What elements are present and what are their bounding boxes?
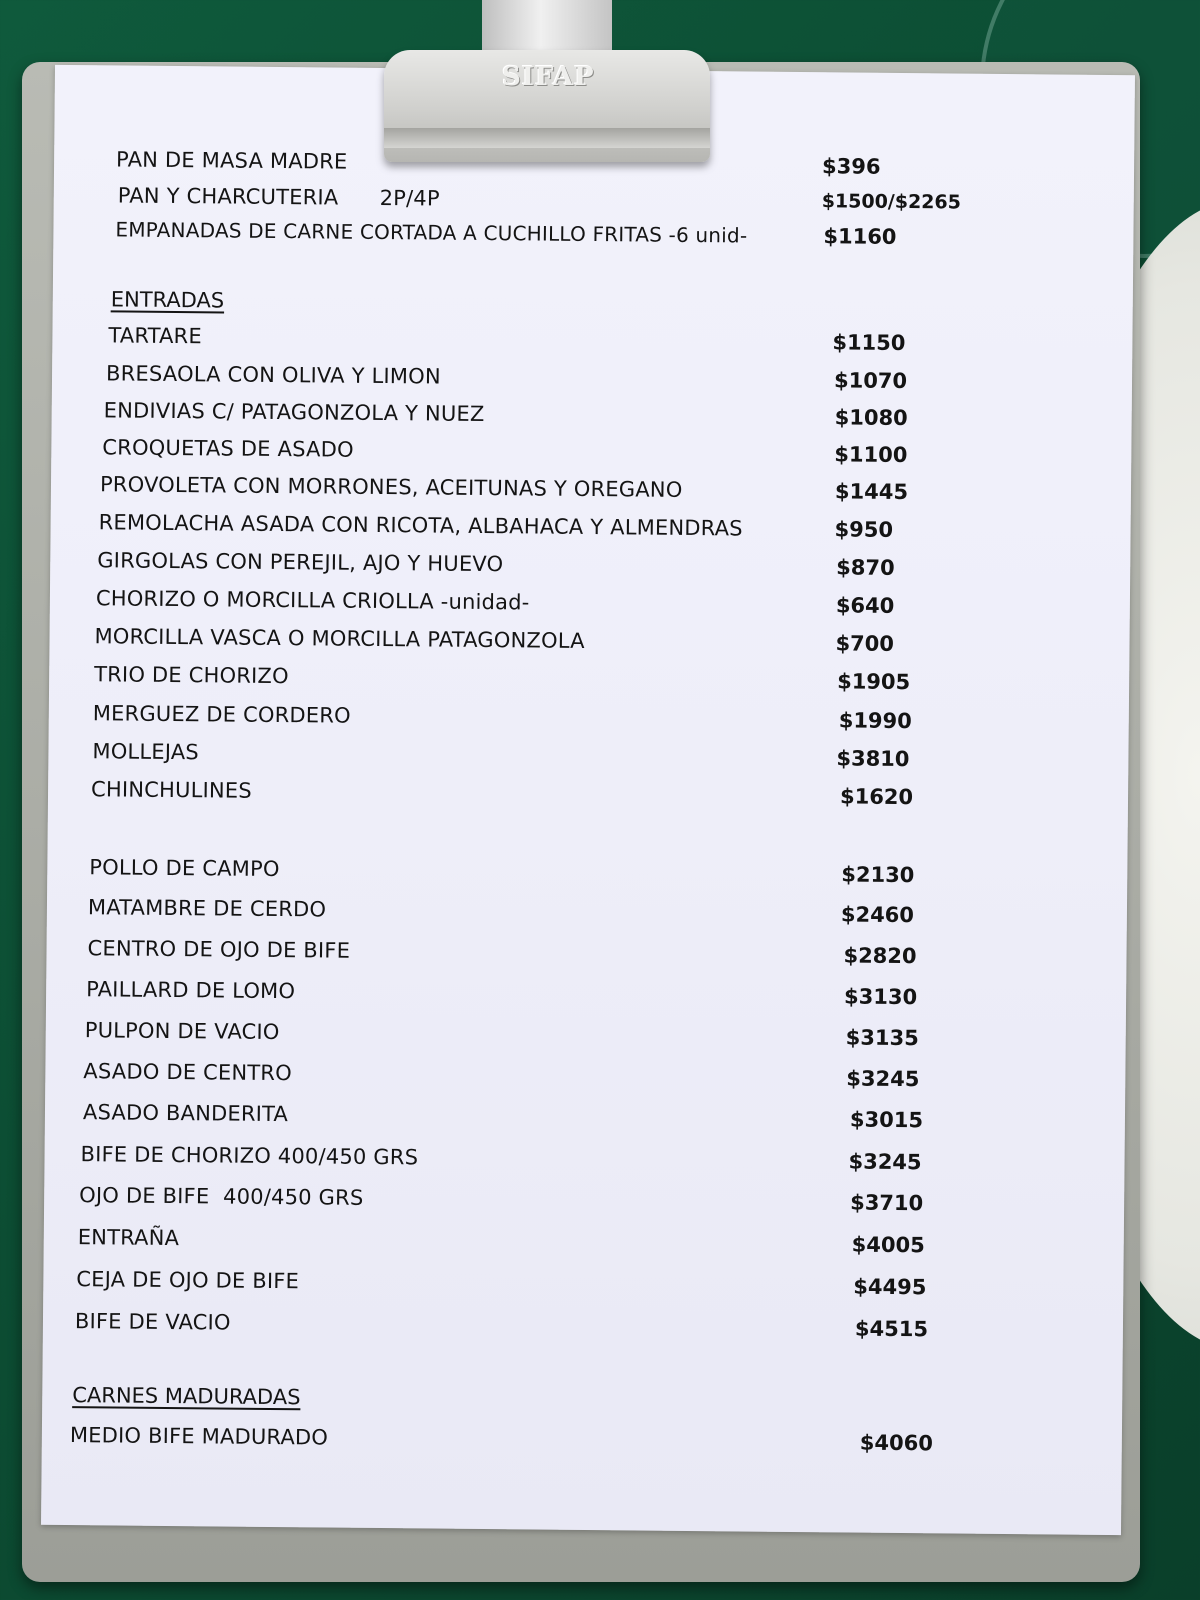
menu-row <box>43 1267 1103 1311</box>
menu-row <box>42 1423 1102 1467</box>
menu-row <box>44 1142 1104 1186</box>
item-name: PAN DE MASA MADRE <box>116 147 348 174</box>
item-price: $3810 <box>836 746 910 772</box>
item-name: ENDIVIAS C/ PATAGONZOLA Y NUEZ <box>103 398 485 426</box>
item-price: $1445 <box>834 479 909 505</box>
item-price: $396 <box>821 154 881 179</box>
item-name: ASADO BANDERITA <box>82 1100 289 1127</box>
item-name: PAN Y CHARCUTERIA 2P/4P <box>117 183 440 211</box>
item-price: $4515 <box>854 1316 929 1342</box>
item-name: ASADO DE CENTRO <box>83 1059 293 1086</box>
menu-row <box>44 1183 1104 1227</box>
menu-row <box>46 936 1106 980</box>
menu-row <box>48 739 1108 783</box>
item-price: $1500/$2265 <box>821 190 962 214</box>
menu-row <box>52 323 1112 367</box>
item-name: CEJA DE OJO DE BIFE <box>76 1267 300 1294</box>
item-price: $1100 <box>834 442 908 468</box>
item-name: BIFE DE CHORIZO 400/450 GRS <box>80 1142 419 1170</box>
item-name: CHINCHULINES <box>90 777 252 803</box>
item-price: $950 <box>834 517 894 542</box>
item-name: REMOLACHA ASADA CON RICOTA, ALBAHACA Y ALMENDRAS <box>98 510 743 541</box>
menu-row <box>47 855 1107 899</box>
menu-row <box>44 1225 1104 1269</box>
item-price: $3015 <box>849 1107 924 1133</box>
menu-row <box>43 1309 1103 1353</box>
item-name: MATAMBRE DE CERDO <box>87 895 327 922</box>
item-price: $640 <box>835 593 895 618</box>
item-price: $2460 <box>840 902 915 928</box>
item-price: $700 <box>835 631 895 656</box>
item-price: $4495 <box>853 1274 927 1300</box>
item-name: PROVOLETA CON MORRONES, ACEITUNAS Y OREGANO <box>99 472 683 502</box>
item-name: BRESAOLA CON OLIVA Y LIMON <box>105 361 441 389</box>
item-price: $2130 <box>841 862 915 888</box>
item-name: PAILLARD DE LOMO <box>86 977 296 1004</box>
item-price: $3245 <box>848 1149 922 1175</box>
item-price: $2820 <box>843 943 917 969</box>
item-name: ENTRAÑA <box>77 1225 180 1251</box>
clip-logo: SIFAP <box>502 62 595 92</box>
item-name: POLLO DE CAMPO <box>89 855 280 882</box>
menu-row <box>50 548 1110 592</box>
menu-row <box>46 1018 1106 1062</box>
item-name: CENTRO DE OJO DE BIFE <box>87 936 351 963</box>
menu-row <box>50 586 1110 630</box>
menu-row <box>45 1059 1105 1103</box>
menu-row <box>49 701 1109 745</box>
item-price: $1070 <box>833 368 908 394</box>
item-price: $1080 <box>834 405 908 431</box>
item-price: $3130 <box>844 984 918 1010</box>
item-name: BIFE DE VACIO <box>74 1309 231 1335</box>
item-price: $1150 <box>832 330 906 356</box>
menu-row <box>47 895 1107 939</box>
item-price: $3135 <box>845 1025 919 1051</box>
menu-row <box>49 662 1109 706</box>
menu-row <box>50 510 1110 554</box>
item-price: $870 <box>836 555 895 580</box>
item-name: OJO DE BIFE 400/450 GRS <box>79 1183 364 1210</box>
item-price: $1990 <box>838 708 912 734</box>
section-title-carnes-maduradas: CARNES MADURADAS <box>72 1383 301 1410</box>
menu-row <box>51 472 1111 516</box>
item-name: TRIO DE CHORIZO <box>94 662 289 689</box>
menu-row <box>46 977 1106 1021</box>
item-price: $3710 <box>850 1190 924 1216</box>
item-name: MORCILLA VASCA O MORCILLA PATAGONZOLA <box>94 624 585 653</box>
item-price: $1620 <box>839 784 914 810</box>
item-name: MEDIO BIFE MADURADO <box>69 1423 329 1450</box>
item-price: $4060 <box>859 1430 934 1456</box>
menu-row <box>48 777 1108 821</box>
item-name: EMPANADAS DE CARNE CORTADA A CUCHILLO FRITAS -6 unid- <box>115 217 748 248</box>
item-name: CROQUETAS DE ASADO <box>102 435 354 462</box>
item-name: PULPON DE VACIO <box>84 1018 280 1045</box>
menu-row <box>45 1100 1105 1144</box>
item-name: MERGUEZ DE CORDERO <box>92 701 351 728</box>
section-title-entradas: ENTRADAS <box>110 287 225 313</box>
item-price: $3245 <box>846 1066 920 1092</box>
clipboard-clip <box>384 50 710 162</box>
item-name: MOLLEJAS <box>92 739 199 765</box>
item-price: $1160 <box>823 224 897 249</box>
menu-row <box>49 624 1109 668</box>
item-price: $4005 <box>851 1232 925 1258</box>
clip-band <box>384 128 710 148</box>
item-name: TARTARE <box>108 323 203 349</box>
item-price: $1905 <box>837 669 911 695</box>
menu-sheet <box>41 65 1135 1535</box>
item-name: GIRGOLAS CON PEREJIL, AJO Y HUEVO <box>97 548 504 577</box>
item-name: CHORIZO O MORCILLA CRIOLLA -unidad- <box>95 586 530 615</box>
